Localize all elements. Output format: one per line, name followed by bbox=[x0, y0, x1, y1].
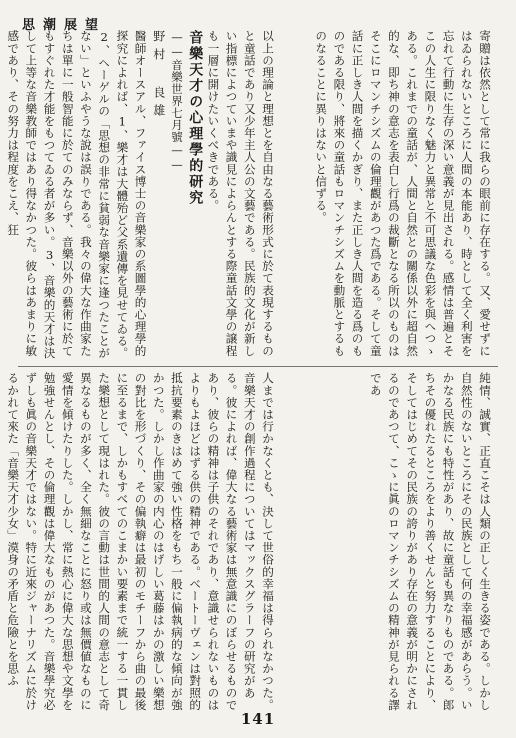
page-number: 141 bbox=[240, 710, 276, 728]
upper-right-paragraph: 寄贈は依然として常に我らの眼前に存在する。又、愛せずにはゐられないところに人間の本能あり、時として全く利害を忘れて行動に生存の深い意義が見出される。感情は普遍とそこの人生に限りなく魅力と異常と不可思議な色彩を與へつゝある。これまでの童話が、人間と自然との關係以外に超自然的な、即ち神の意志を表白し行爲の裁斷となる所以のものはそこにロマンチシズムの倫理觀があつた爲である。そして童話に正しき人間を描くかぎり、また正しき人間を造る爲のものである限り、將來の童話もロマンチシズムを動脈とするものなることに異りはないと信ずる。 bbox=[314, 30, 492, 357]
article-subtitle: ——音樂世界七月號—— bbox=[169, 30, 184, 172]
upper-left-text bbox=[6, 30, 277, 360]
lower-left-text bbox=[6, 372, 277, 712]
article-title: 音樂天才の心理學的研究 bbox=[187, 30, 204, 206]
upper-left-paragraph: 以上の理論と理想とを自由なる藝術形式に於て表現するものと童話であり又少年主人公の文藝である。民族的文化が新しい指標によつていまや識見によらんとする際童話文學の譲程も一層に開けたいくべきである。 bbox=[206, 30, 275, 357]
section-divider bbox=[18, 366, 498, 367]
running-header: 思潮展望 bbox=[22, 18, 107, 33]
lower-left-paragraph: 人までは行かなくとも、決して世俗的幸福は得られなかつた。音樂天才の創作過程についてはマックスグラーフの研究がある。彼によれば、偉大なる藝術家は無意識にのぼらせるものであり、彼らの精神は子供のそれであり、意識せられないものはよりもよほどはずる供の精神である。ベートーヴェンは對照的抵抗要素のきはめて強い性格をもち一般に偏執病的な傾向が強かつた。しかし作曲家の内心のはげしい葛藤はかの激しい樂想の對比を形づくり、その偏執癖は最初のモチーフから曲の最後に至るまで、しかもすべてのこまかい要素まで統一する一貫した樂想として現はれた。彼の言動は世間的人間の意志として奇異なるものが多く、全く無細なことに怒り或は無價値なものに愛情を傾けたりした。しかし、常に熱心に偉大な思想や文學を勉強せんとし、その倫理觀は偉大なものがあつた。音樂學究必ずしも眞の音樂天才ではない。特に近來ジャーナリズムに於けるかれて來た「音樂天才少女」漠身の矛盾と危險とを思ふ bbox=[6, 372, 275, 711]
article-body: 醫師オースアル、ファイス博士の音樂家の系圖學的心理學的探究によれば、1、樂才は大體殆ど父系遺傳を見せてゐる。2、ヘーゲルの「思想の非常に貧弱な音樂家に逢つたことがない」といふやうな說は誤りである。我々の偉大な作曲家たちは單に一般智能に於てのみならず、音樂以外の藝術に於てもすぐれた才能をもつてゐる者が多い。3、音樂的天才は決して上等な音樂教師ではあり得なかつた。彼らはあまりに敏感であり、その努力は程度をこえ、狂 bbox=[6, 30, 148, 360]
lower-right-paragraph: 純情、誠實、正直こそは人類の正しく生きる姿である。しかし自然性のないところにその民族として何の幸福感があらう。いかなる民族にも特性があり、故に童話も異なりものである。郎ちその優れたるところをより善くせんと努力することにより、そしてはじめてその民族の誇りがあり存在の意義が明かにされるのであつて、こゝに眞のロマンチシズムの精神が見られる譯であ bbox=[368, 372, 492, 711]
article-author: 野村 良雄 bbox=[151, 30, 166, 122]
upper-right-text bbox=[279, 30, 494, 360]
lower-right-text bbox=[279, 372, 494, 712]
